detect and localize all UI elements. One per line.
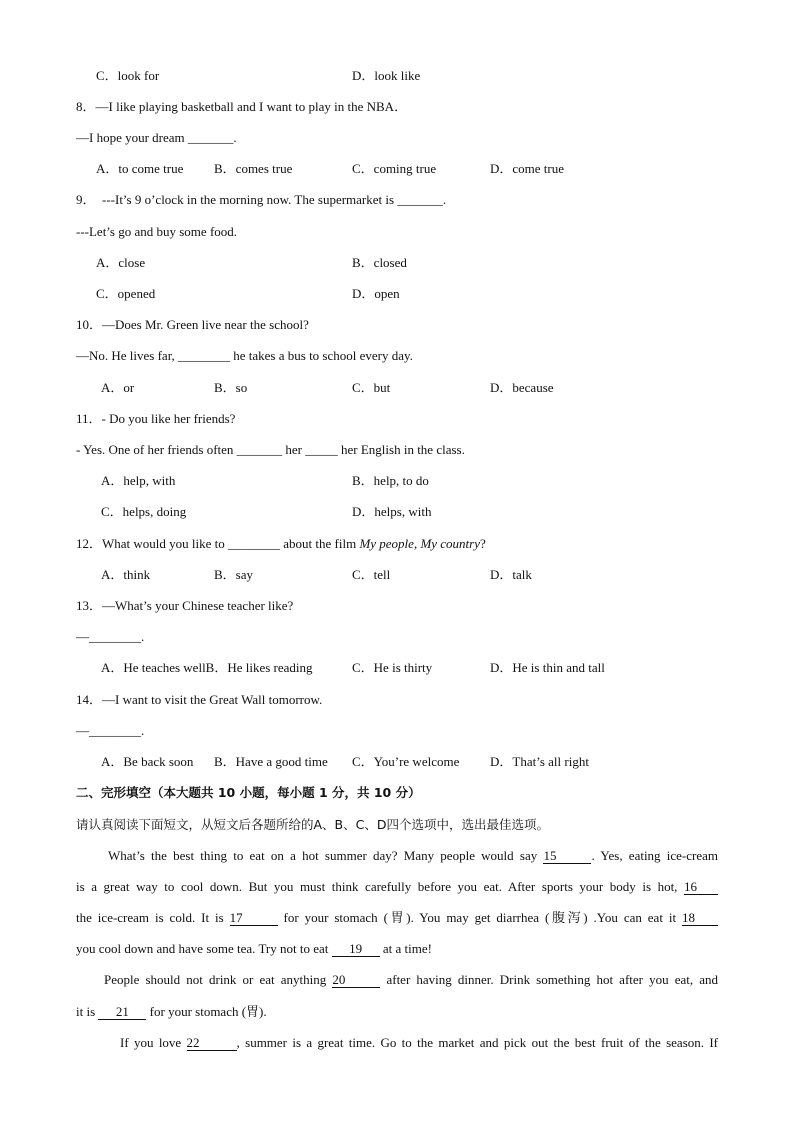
q10-option-d: D．because <box>490 380 554 395</box>
q11-option-a: A．help, with <box>101 473 176 488</box>
section2-heading: 二、完形填空（本大题共 10 小题，每小题 1 分，共 10 分） <box>76 785 421 800</box>
q11-reply: - Yes. One of her friends often _______ her _____ her English in the class. <box>76 442 465 457</box>
blank-18: 18 <box>682 911 718 926</box>
q9-option-d: D．open <box>352 286 400 301</box>
q11-option-c: C．helps, doing <box>101 504 187 519</box>
q8-option-a: A．to come true <box>96 161 184 176</box>
q12-option-c: C．tell <box>352 567 391 582</box>
passage-text: the ice-cream is cold. It is <box>76 910 230 925</box>
q10-option-b: B．so <box>214 380 248 395</box>
q12-option-d: D．talk <box>490 567 532 582</box>
q12-stem-post: ? <box>480 536 486 551</box>
q8-stem: 8．—I like playing basketball and I want to play in the NBA． <box>76 99 408 114</box>
q14-option-a: A．Be back soon <box>101 754 194 769</box>
blank-22: 22 <box>187 1036 237 1051</box>
q8-option-b: B．comes true <box>214 161 293 176</box>
passage-line-4 <box>76 941 718 957</box>
q12-stem <box>76 536 486 552</box>
q14-option-c: C．You’re welcome <box>352 754 460 769</box>
q7-option-d: D．look like <box>352 68 421 83</box>
q11-option-d: D．helps, with <box>352 504 432 519</box>
q12-option-a: A．think <box>101 567 151 582</box>
q14-option-d: D．That’s all right <box>490 754 589 769</box>
passage-text: If you love <box>120 1035 187 1050</box>
passage-text: after having dinner. Drink something hot after you eat, and <box>380 972 718 987</box>
passage-text: , summer is a great time. Go to the market and pick out the best fruit of the season. If <box>236 1035 718 1050</box>
q10-reply: —No. He lives far, ________ he takes a bus to school every day. <box>76 348 413 363</box>
q7-option-c: C．look for <box>96 68 160 83</box>
blank-17: 17 <box>230 911 278 926</box>
q12-film-title: My people, My country <box>359 536 480 551</box>
q14-option-b: B．Have a good time <box>214 754 328 769</box>
passage-text: it is <box>76 1004 99 1019</box>
blank-16: 16 <box>684 880 718 895</box>
blank-15: 15 <box>543 849 591 864</box>
q13-stem: 13．—What’s your Chinese teacher like? <box>76 598 294 613</box>
passage-line-7 <box>120 1035 718 1051</box>
q10-option-c: C．but <box>352 380 391 395</box>
passage-line-1 <box>108 848 718 864</box>
blank-19: 19 <box>332 942 380 957</box>
q13-option-d: D．He is thin and tall <box>490 660 605 675</box>
passage-text: you cool down and have some tea. Try not to eat <box>76 941 332 956</box>
section2-instruction: 请认真阅读下面短文，从短文后各题所给的A、B、C、D四个选项中，选出最佳选项。 <box>76 817 549 832</box>
passage-text: for your stomach (胃). You may get diarrhea (腹泻) .You can eat it <box>277 910 683 925</box>
passage-line-6 <box>76 1004 718 1020</box>
q13-option-c: C．He is thirty <box>352 660 433 675</box>
q11-stem: 11．- Do you like her friends? <box>76 411 236 426</box>
blank-21: 21 <box>98 1005 146 1020</box>
q11-option-b: B．help, to do <box>352 473 429 488</box>
q14-stem: 14．—I want to visit the Great Wall tomorrow. <box>76 692 323 707</box>
q12-stem-pre: 12．What would you like to ________ about the film <box>76 536 360 551</box>
blank-20: 20 <box>332 973 380 988</box>
passage-text: . Yes, eating ice-cream <box>591 848 719 863</box>
q9-option-b: B．closed <box>352 255 407 270</box>
q13-option-ab: A．He teaches wellB．He likes reading <box>101 660 313 675</box>
passage-text: People should not drink or eat anything <box>104 972 333 987</box>
q9-option-c: C．opened <box>96 286 156 301</box>
passage-text: What’s the best thing to eat on a hot summer day? Many people would say <box>108 848 544 863</box>
q13-reply: —________. <box>76 629 145 644</box>
passage-line-2 <box>76 879 718 895</box>
passage-text: for your stomach (胃). <box>146 1004 267 1019</box>
q8-reply: —I hope your dream _______. <box>76 130 237 145</box>
q12-option-b: B．say <box>214 567 254 582</box>
q9-option-a: A．close <box>96 255 146 270</box>
passage-text: at a time! <box>379 941 432 956</box>
passage-line-5 <box>104 972 718 988</box>
q8-option-c: C．coming true <box>352 161 437 176</box>
q10-stem: 10．—Does Mr. Green live near the school? <box>76 317 309 332</box>
q8-option-d: D．come true <box>490 161 565 176</box>
q9-reply: ---Let’s go and buy some food. <box>76 224 238 239</box>
q9-stem: 9． ---It’s 9 o’clock in the morning now. The supermarket is _______. <box>76 192 447 207</box>
q10-option-a: A．or <box>101 380 135 395</box>
q14-reply: —________. <box>76 723 145 738</box>
passage-line-3 <box>76 910 718 926</box>
passage-text: is a great way to cool down. But you must think carefully before you eat. After sports your body is hot, <box>76 879 684 894</box>
